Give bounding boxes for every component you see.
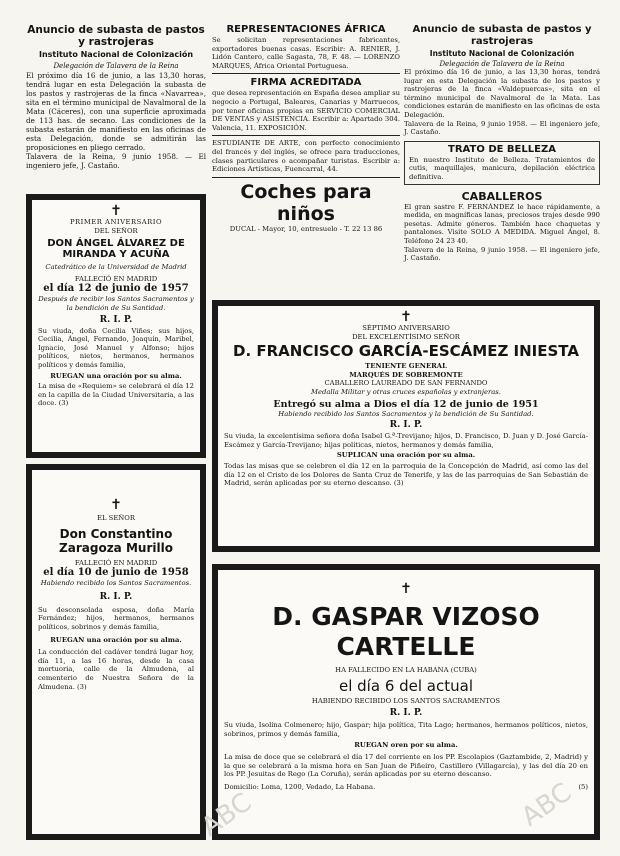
obituary-mass: La misa de «Requiem» se celebrará el día 12 en la capilla de la Ciudad Universitaria, a las doce. (3) bbox=[38, 382, 194, 408]
firma-body: que desea representación en España desea ampliar su negocio a Portugal, Baleares, Canarias y Marruecos, por tener oficinas propias en SERVICIO COMERCIAL DE VENTAS y ASISTENCIA. Escribir a: Apartado 304. Valencia, 11. EXPOSICIÓN. bbox=[212, 89, 400, 132]
subasta-signature: Talavera de la Reina, 9 junio 1958. — El ingeniero jefe, J. Castaño. bbox=[26, 152, 206, 170]
obituary-rip: R. I. P. bbox=[99, 314, 133, 325]
obituary-fallecio: FALLECIÓ EN MADRID bbox=[74, 558, 158, 567]
subasta-signature-right: Talavera de la Reina, 9 junio 1958. — El ingeniero jefe, J. Castaño. bbox=[404, 119, 600, 137]
cross-icon: ✝ bbox=[400, 309, 412, 325]
firma-title: FIRMA ACREDITADA bbox=[250, 77, 362, 89]
obituary-masses: La misa de doce que se celebrará el día 17 del corriente en los PP. Escolapios (Gaztambide, 2, Madrid) y la que se celebrará a la misma hora en San Juan de Piñeiro, Castillero (Villagarcía), y las del día 20 en los PP. Jesuitas de Rego (La Coruña), serán aplicadas por su eterno descanso. bbox=[224, 752, 588, 779]
obituary-alvarez-de-miranda bbox=[26, 194, 206, 458]
obituary-name: Don Constantino Zaragoza Murillo bbox=[59, 526, 173, 555]
subasta-delegation: Delegación de Talavera de la Reina bbox=[53, 62, 179, 70]
divider bbox=[212, 73, 400, 74]
belleza-body: En nuestro Instituto de Belleza. Tratamientos de cutis, maquillajes, manicura, depilación eléctrica definitiva. bbox=[409, 155, 595, 181]
middle-column bbox=[212, 24, 400, 233]
caballeros-title: CABALLEROS bbox=[461, 189, 543, 203]
obituary-del: EL SEÑOR bbox=[97, 514, 135, 522]
obituary-garcia-escamez bbox=[212, 300, 600, 552]
obituary-rip: R. I. P. bbox=[99, 591, 133, 602]
obituary-ruegan: RUEGAN una oración por su alma. bbox=[50, 635, 182, 644]
divider bbox=[212, 135, 400, 136]
obituary-rip: R. I. P. bbox=[389, 708, 423, 719]
obituary-footer bbox=[224, 783, 588, 792]
representaciones-body: Se solicitan representaciones fabricantes, exportadores buenas casas. Escribir: A. RENIER, J. Lidón Cantero, calle Sagasta, 78, F. 48. — LORENZO MARQUES, África Oriental Portuguesa. bbox=[212, 36, 400, 70]
obituary-sacraments: Después de recibir los Santos Sacramentos y la bendición de Su Santidad. bbox=[38, 295, 194, 312]
subasta-title-right: Anuncio de subasta de pastos y rastrojeras bbox=[412, 24, 592, 47]
coches-body: DUCAL - Mayor, 10, entresuelo - T. 22 13 86 bbox=[229, 224, 383, 233]
belleza-title: TRATO DE BELLEZA bbox=[448, 143, 556, 155]
obituary-body: Su viuda, doña Cecilia Viñes; sus hijos, Cecilia, Ángel, Fernando, Joaquín, Maribel, Ignacio, José Manuel y Alfonso; hijos políticos, nietos, hermanos, hermanos políticos y demás familia, bbox=[38, 326, 194, 369]
obituary-header: SÉPTIMO ANIVERSARIO bbox=[362, 324, 450, 332]
obituary-name: DON ÁNGEL ÁLVAREZ DE MIRANDA Y ACUÑA bbox=[47, 238, 185, 261]
obituary-sacraments: Habiendo recibido los Santos Sacramentos. bbox=[40, 579, 192, 588]
watermark-abc: ABC bbox=[516, 777, 578, 833]
coches-title: Coches para niños bbox=[240, 180, 372, 225]
estudiante-body: ESTUDIANTE DE ARTE, con perfecto conocimiento del francés y del inglés, se ofrece para traducciones, clases particulares o acompañar turistas. Escribir a: Ediciones Artísticas, Fuencarral, 44. bbox=[212, 139, 400, 174]
cross-icon: ✝ bbox=[110, 203, 122, 219]
obituary-orden: CABALLERO LAUREADO DE SAN FERNANDO bbox=[324, 379, 488, 388]
left-column bbox=[26, 24, 206, 170]
caballeros-body: El gran sastre F. FERNÁNDEZ le hace rápidamente, a medida, en magníficas lanas, preciosos trajes desde 990 pesetas. Admite géneros. También hace chaquetas y pantalones. Visite SOLO A MEDIDA. Miguel Ángel, 8. Teléfono 24 23 40. bbox=[404, 202, 600, 245]
obituary-rip: R. I. P. bbox=[389, 420, 423, 431]
obituary-fallecio: HA FALLECIDO EN LA HABANA (CUBA) bbox=[335, 666, 477, 674]
belleza-ad bbox=[404, 141, 600, 185]
obituary-sacraments: HABIENDO RECIBIDO LOS SANTOS SACRAMENTOS bbox=[311, 696, 501, 705]
obituary-header: PRIMER ANIVERSARIO bbox=[69, 218, 163, 226]
cross-icon: ✝ bbox=[400, 581, 412, 597]
obituary-del: DEL SEÑOR bbox=[94, 226, 138, 235]
obituary-name: D. FRANCISCO GARCÍA-ESCÁMEZ INIESTA bbox=[233, 342, 579, 361]
watermark-abc: ABC bbox=[196, 787, 258, 843]
right-column bbox=[404, 24, 600, 263]
obituary-ruegan: SUPLICAN una oración por su alma. bbox=[336, 451, 476, 460]
obituary-body: Su desconsolada esposa, doña María Fernández; hijos, hermanos, hermanos políticos, sobrinos y demás familia, bbox=[38, 605, 194, 631]
subasta-title: Anuncio de subasta de pastos y rastrojeras bbox=[27, 24, 205, 48]
obituary-role: TENIENTE GENERAL bbox=[365, 362, 447, 371]
obituary-date: el día 10 de junio de 1958 bbox=[43, 567, 189, 579]
obituary-address: Domicilio: Loma, 1200, Vedado, La Habana. bbox=[224, 782, 376, 791]
subasta-institute-right: Instituto Nacional de Colonización bbox=[429, 49, 575, 58]
obituary-role: Catedrático de la Universidad de Madrid bbox=[45, 263, 187, 272]
obituary-medals: Medalla Militar y otras cruces españolas y extranjeras. bbox=[311, 387, 501, 396]
obituary-masses: Todas las misas que se celebren el día 12 en la parroquia de la Concepción de Madrid, así como las del día 12 en el Cristo de los Dolores de Santa Cruz de Tenerife, y las de las parroquias de San Sebastián de Madrid, serán aplicadas por su eterno descanso. (3) bbox=[224, 461, 588, 488]
obituary-date: el día 12 de junio de 1957 bbox=[43, 283, 189, 295]
obituary-name: D. GASPAR VIZOSO CARTELLE bbox=[272, 602, 540, 661]
obituary-zaragoza bbox=[26, 464, 206, 840]
representaciones-title: REPRESENTACIONES ÁFRICA bbox=[226, 24, 386, 35]
subasta-body-right: El próximo día 16 de junio, a las 13,30 horas, tendrá lugar en esta Delegación la subasta de los pastos y rastrojeras de la finca «Valdepuercas», sita en el término municipal de Navalmoral de la Mata. Las condiciones estarán de manifiesto en las oficinas de esta Delegación. bbox=[404, 68, 600, 119]
obituary-ruegan: RUEGAN una oración por su alma. bbox=[50, 371, 182, 380]
obituary-title: MARQUÉS DE SOBREMONTE bbox=[349, 370, 463, 379]
obituary-sacraments: Habiendo recibido los Santos Sacramentos y la bendición de Su Santidad. bbox=[278, 409, 534, 418]
subasta-body: El próximo día 16 de junio, a las 13,30 horas, tendrá lugar en esta Delegación la subasta de los pastos y rastrojeras de la finca «Navarrea», sita en el término municipal de Navalmoral de la Mata (Cáceres), con una superficie aproximada de 113 has. de secano. Las condiciones de la subasta estarán de manifiesto en las oficinas de esta Delegación, donde se admitirán las proposiciones en pliego cerrado. bbox=[26, 71, 206, 152]
obituary-date: el día 6 del actual bbox=[339, 676, 473, 695]
obituary-date: Entregó su alma a Dios el día 12 de junio de 1951 bbox=[273, 398, 539, 410]
obituary-ruegan: RUEGAN oren por su alma. bbox=[354, 741, 458, 750]
cross-icon: ✝ bbox=[110, 497, 122, 513]
obituary-body: Su viuda, la excelentísima señora doña Isabel G.ª-Trevijano; hijos, D. Francisco, D. Juan y D. José García-Escámez y García-Trevijano; hijas políticas, nietos, hermanos y demás familia, bbox=[224, 432, 588, 449]
subasta-delegation-right: Delegación de Talavera de la Reina bbox=[439, 60, 565, 68]
obituary-fallecio: FALLECIÓ EN MADRID bbox=[74, 274, 158, 283]
obituary-del: DEL EXCELENTÍSIMO SEÑOR bbox=[352, 332, 460, 341]
obituary-conduction: La conducción del cadáver tendrá lugar hoy, día 11, a las 16 horas, desde la casa mortuoria, calle de la Almudena, al cementerio de Nuestra Señora de la Almudena. (3) bbox=[38, 648, 194, 691]
subasta2-body: Talavera de la Reina, 9 junio 1958. — El ingeniero jefe, J. Castaño. bbox=[404, 245, 600, 263]
obituary-number: (5) bbox=[578, 782, 588, 791]
obituary-body: Su viuda, Isolina Colmenero; hijo, Gaspar; hija política, Tita Lago; hermanos, hermanos políticos, nietos, sobrinos, primos y demás familia, bbox=[224, 721, 588, 738]
divider bbox=[212, 177, 400, 178]
subasta-institute: Instituto Nacional de Colonización bbox=[38, 50, 194, 59]
